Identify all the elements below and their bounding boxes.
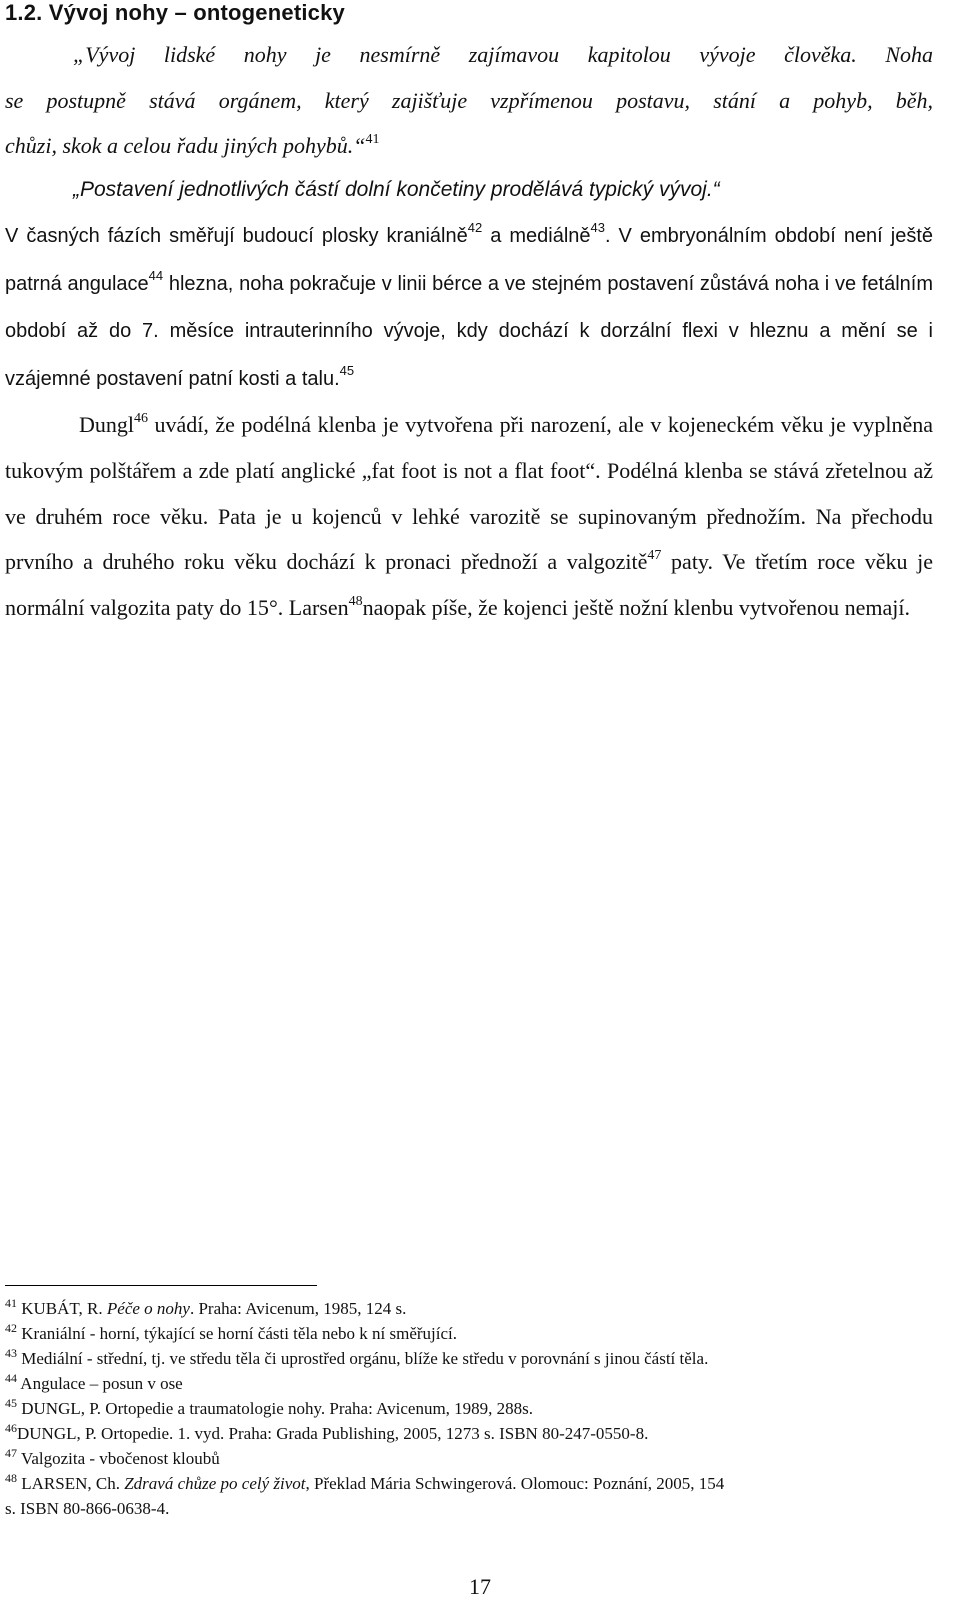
quote-line-1: „Vývoj lidské nohy je nesmírně zajímavou kapitolou vývoje člověka. Noha (73, 42, 933, 67)
degree-symbol: ° (268, 594, 278, 620)
footnote-ref-46: 46 (134, 411, 148, 427)
body-1-b: a mediálně (482, 225, 591, 247)
footnote-ref-41: 41 (365, 132, 380, 148)
quote-paragraph-1 (5, 32, 933, 169)
footnote-47-number: 47 (5, 1446, 17, 1460)
footnote-45-text: DUNGL, P. Ortopedie a traumatologie nohy. Praha: Avicenum, 1989, 288s. (17, 1399, 534, 1418)
footnote-45 (5, 1396, 935, 1421)
body-2-d: . Larsen (277, 594, 349, 620)
footnote-ref-42: 42 (467, 220, 483, 235)
footnote-45-number: 45 (5, 1396, 17, 1410)
footnote-46 (5, 1421, 935, 1446)
quote-line-3-text: chůzi, skok a celou řadu jiných pohybů. (5, 133, 354, 159)
quote-line-2: se postupně stává orgánem, který zajišťuje vzpřímenou postavu, stání a pohyb, běh, (5, 87, 933, 113)
section-heading: 1.2. Vývoj nohy – ontogeneticky (5, 0, 345, 25)
footnote-41-author: KUBÁT, R. (17, 1299, 107, 1318)
footnote-ref-44: 44 (148, 267, 164, 283)
footnote-47-text: Valgozita - vbočenost kloubů (17, 1449, 220, 1468)
footnote-42 (5, 1321, 935, 1346)
body-1-c: . V embryonálním období není ještě patrná angulace (5, 225, 933, 295)
footnote-44 (5, 1371, 935, 1396)
footnote-48-publisher: , Překlad Mária Schwingerová. Olomouc: Poznání, 2005, 154 (305, 1474, 725, 1493)
footnote-ref-45: 45 (339, 362, 355, 378)
footnote-48-isbn: s. ISBN 80-866-0638-4. (5, 1499, 170, 1518)
footnote-47 (5, 1446, 935, 1471)
quote-2-text: „Postavení jednotlivých částí dolní končetiny prodělává typický vývoj. (73, 178, 713, 201)
body-2-b: uvádí, že podélná klenba je vytvořena při narození, ale v kojeneckém věku je vyplněna tukovým polštářem a zde platí anglické „fat foot is not a flat foot“. Podélná klenba se stává zřetelnou až ve druhém roce věku. Pata je u kojenců v lehké varozitě se supinovaným přednožím. Na přechodu prvního a druhého roku věku dochází k pronaci přednoží a valgozitě (5, 412, 933, 575)
footnote-41-publisher: . Praha: Avicenum, 1985, 124 s. (189, 1299, 407, 1318)
body-2-a: Dungl (79, 412, 134, 438)
footnote-44-text: Angulace – posun v ose (17, 1374, 183, 1393)
body-1-a: V časných fázích směřují budoucí plosky kraniálně (5, 225, 468, 247)
quote-paragraph-2 (5, 167, 933, 213)
footnote-42-number: 42 (5, 1321, 17, 1335)
footnote-ref-43: 43 (590, 220, 605, 235)
quote-close-mark: “ (353, 133, 366, 159)
body-2-e: naopak píše, že kojenci ještě nožní klenbu vytvořenou nemají. (362, 594, 910, 620)
footnote-48-title: Zdravá chůze po celý život (124, 1474, 306, 1493)
footnote-43 (5, 1346, 935, 1371)
footnote-41-number: 41 (5, 1296, 17, 1310)
body-paragraph-1 (5, 212, 933, 630)
footnote-48 (5, 1471, 935, 1521)
quote-line-3 (5, 123, 933, 169)
footnote-43-text: Mediální - střední, tj. ve středu těla či uprostřed orgánu, blíže ke středu v porovnání s jinou částí těla. (17, 1349, 709, 1368)
footnote-43-number: 43 (5, 1346, 17, 1360)
footnote-ref-48: 48 (348, 593, 363, 609)
page-number: 17 (469, 1574, 491, 1599)
footnote-48-author: LARSEN, Ch. (17, 1474, 125, 1493)
footnote-44-number: 44 (5, 1371, 17, 1385)
footnote-48-number: 48 (5, 1471, 17, 1485)
footnote-42-text: Kraniální - horní, týkající se horní části těla nebo k ní směřující. (17, 1324, 457, 1343)
quote-2-close-mark: “ (712, 178, 720, 201)
footnote-41 (5, 1296, 935, 1321)
footnote-41-title: Péče o nohy (106, 1299, 190, 1318)
footnote-46-number: 46 (5, 1421, 17, 1435)
footnote-separator (5, 1285, 317, 1286)
footnote-ref-47: 47 (647, 548, 662, 564)
body-1-d: hlezna, noha pokračuje v linii bérce a ve stejném postavení zůstává noha i ve fetálním období až do 7. měsíce intrauterinního vývoje, kdy dochází k dorzální flexi v hleznu a mění se i vzájemné postavení patní kosti a talu. (5, 272, 934, 390)
body-2-c: paty. Ve třetím roce věku je normální valgozita paty do 15 (5, 549, 933, 620)
footnote-46-text: DUNGL, P. Ortopedie. 1. vyd. Praha: Grada Publishing, 2005, 1273 s. ISBN 80-247-0550-8. (17, 1424, 649, 1443)
